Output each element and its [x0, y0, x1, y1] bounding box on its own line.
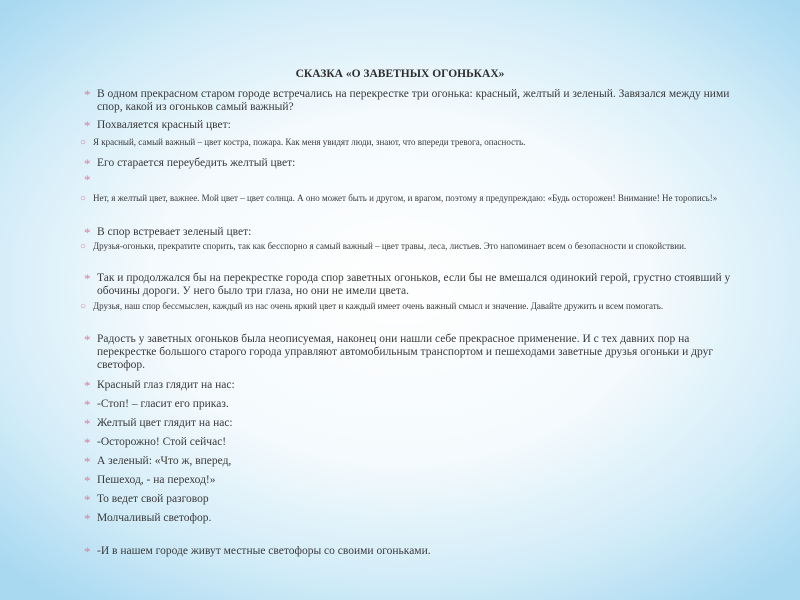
story-line: * В одном прекрасном старом городе встречались на перекрестке три огонька: красный, желтый и зеленый. Завязался между ними спор, какой из огоньков самый важный?: [84, 87, 730, 113]
story-line: ○ Я красный, самый важный – цвет костра, пожара. Как меня увидят люди, знают, что впереди тревога, опасность.: [80, 137, 526, 148]
circle-bullet-icon: ○: [80, 193, 87, 204]
story-line: * Похваляется красный цвет:: [84, 118, 231, 133]
story-line: * Так и продолжался бы на перекрестке города спор заветных огоньков, если бы не вмешался одинокий герой, грустно стоявший у обочины дороги. У него было три глаза, но они не имели цвета.: [84, 271, 731, 297]
story-line: * В спор встревает зеленый цвет:: [84, 225, 252, 240]
story-line: * -И в нашем городе живут местные светофоры со своими огоньками.: [84, 544, 431, 559]
story-line: * -Стоп! – гласит его приказ.: [84, 397, 229, 412]
arrow-bullet-icon: *: [84, 225, 91, 240]
arrow-bullet-icon: *: [84, 454, 91, 469]
arrow-bullet-icon: *: [84, 332, 91, 347]
circle-bullet-icon: ○: [80, 241, 87, 252]
story-line: * А зеленый: «Что ж, вперед,: [84, 454, 232, 469]
arrow-bullet-icon: *: [84, 118, 91, 133]
arrow-bullet-icon: *: [84, 397, 91, 412]
story-line: * Молчаливый светофор.: [84, 511, 212, 526]
arrow-bullet-icon: *: [84, 378, 91, 393]
story-line: * Радость у заветных огоньков была неописуемая, наконец они нашли себе прекрасное применение. И с тех давних пор на перекрестке большого старого города управляют автомобильным транспортом и пешеходами заветные друзья огоньки и друг светофор.: [84, 332, 714, 371]
story-line: ○ Нет, я желтый цвет, важнее. Мой цвет – цвет солнца. А оно может быть и другом, и врагом, поэтому я предупреждаю: «Будь осторожен! Внимание! Не торопись!»: [80, 193, 718, 204]
arrow-bullet-icon: *: [84, 473, 91, 488]
story-line: * То ведет свой разговор: [84, 492, 209, 507]
story-line: ○ Друзья-огоньки, прекратите спорить, так как бесспорно я самый важный – цвет травы, леса, листьев. Это напоминает всем о безопасности и спокойствии.: [80, 241, 687, 252]
circle-bullet-icon: ○: [80, 137, 87, 148]
story-line: * Красный глаз глядит на нас:: [84, 378, 235, 393]
arrow-bullet-icon: *: [84, 87, 91, 102]
arrow-bullet-icon: *: [84, 544, 91, 559]
story-line: ○ Друзья, наш спор бессмыслен, каждый из нас очень яркий цвет и каждый имеет очень важный смысл и значение. Давайте дружить и всем помогать.: [80, 301, 664, 312]
story-line: * -Осторожно! Стой сейчас!: [84, 435, 227, 450]
story-line: * Пешеход, - на переход!»: [84, 473, 216, 488]
arrow-bullet-icon: *: [84, 271, 91, 286]
story-title: СКАЗКА «О ЗАВЕТНЫХ ОГОНЬКАХ»: [295, 68, 505, 80]
story-line: * Его старается переубедить желтый цвет:: [84, 156, 296, 171]
arrow-bullet-icon: *: [84, 416, 91, 431]
arrow-bullet-icon: *: [84, 156, 91, 171]
arrow-bullet-icon: *: [84, 172, 91, 187]
circle-bullet-icon: ○: [80, 301, 87, 312]
arrow-bullet-icon: *: [84, 492, 91, 507]
arrow-bullet-icon: *: [84, 435, 91, 450]
arrow-bullet-icon: *: [84, 511, 91, 526]
story-line: * Желтый цвет глядит на нас:: [84, 416, 233, 431]
